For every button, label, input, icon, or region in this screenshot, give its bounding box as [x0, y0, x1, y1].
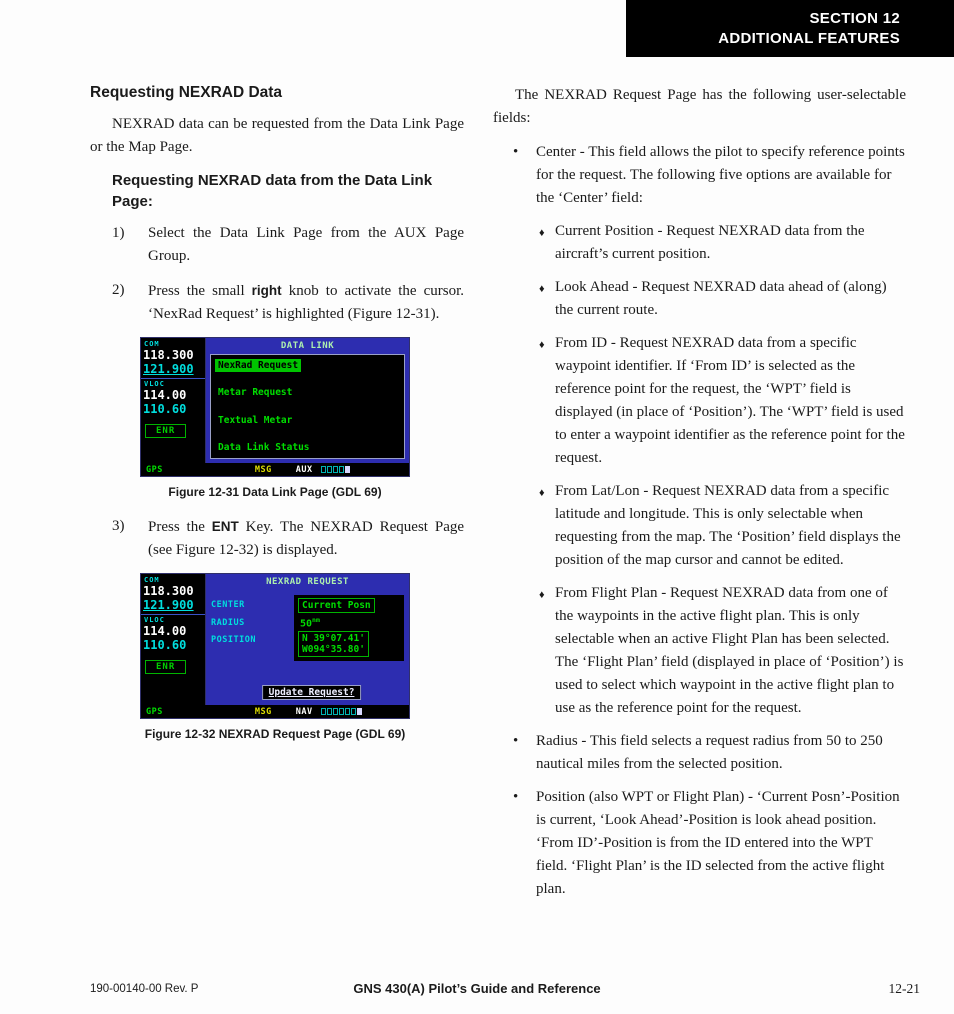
center-field-label: CENTER: [211, 600, 245, 610]
vloc-label: VLOC: [144, 380, 165, 388]
diamond-marker: ♦: [539, 487, 545, 499]
subitem-from-flight-plan: [539, 582, 906, 720]
com-active-frequency: 118.300: [143, 584, 194, 598]
position-longitude: W094°35.80': [302, 644, 365, 656]
subitem-from-lat-lon: [539, 480, 906, 572]
enr-mode-indicator: ENR: [145, 424, 186, 438]
subitem-look-ahead-text: Look Ahead - Request NEXRAD data ahead of (along) the current route.: [555, 279, 887, 318]
bullet-center: [513, 141, 906, 210]
nexrad-page-title: NEXRAD REQUEST: [266, 577, 349, 587]
com-label: COM: [144, 340, 160, 348]
msg-annunciator: MSG: [254, 464, 272, 475]
datalink-main-display: [206, 338, 409, 463]
com-standby-frequency: 121.900: [143, 598, 194, 612]
bullet-marker: •: [513, 789, 519, 805]
right-column: [493, 84, 906, 911]
field-values-panel: [294, 595, 404, 661]
step-1-number: 1): [112, 225, 125, 241]
position-field-value: [298, 631, 369, 657]
gns-status-bar: [141, 705, 409, 718]
diamond-marker: ♦: [539, 589, 545, 601]
gdl69-nexrad-request-screen: [140, 573, 410, 719]
nexrad-main-display: [206, 574, 409, 705]
radius-field-value: $50^{nm}$: [300, 616, 320, 630]
footer-part-number: 190-00140-00 Rev. P: [90, 983, 199, 995]
intro-paragraph: NEXRAD data can be requested from the Data Link Page or the Map Page.: [90, 116, 464, 155]
center-field-value: Current Posn: [298, 598, 375, 613]
vloc-section: [141, 614, 205, 652]
step-3-text: Press the ENT Key. The NEXRAD Request Page (see Figure 12-32) is displayed.: [148, 519, 465, 558]
step-2-text: Press the small right knob to activate the cursor. ‘NexRad Request’ is highlighted (Figure 12-31).: [148, 283, 464, 322]
bullet-center-text: Center - This field allows the pilot to specify reference points for the request. The following five options are available for the ‘Center’ field:: [536, 144, 905, 206]
subitem-from-id-text: From ID - Request NEXRAD data from a specific waypoint identifier. If ‘From ID’ is selected as the reference point for the request, the ‘WPT’ field is displayed (in place of ‘Position’). The ‘WPT’ field is used to enter a waypoint identifier as the reference point for the request.: [555, 335, 905, 466]
gns-status-bar: [141, 463, 409, 476]
position-latitude: N 39°07.41': [302, 633, 365, 645]
vloc-label: VLOC: [144, 616, 165, 624]
figure-12-31-caption: Figure 12-31 Data Link Page (GDL 69): [168, 485, 382, 499]
step-1-text: Select the Data Link Page from the AUX Page Group.: [148, 225, 464, 264]
bullet-position: [513, 786, 906, 901]
enr-mode-indicator: ENR: [145, 660, 186, 674]
com-standby-frequency: 121.900: [143, 362, 194, 376]
vloc-active-frequency: 114.00: [143, 388, 187, 402]
gps-status-label: GPS: [146, 464, 163, 475]
subitem-current-position-text: Current Position - Request NEXRAD data from the aircraft’s current position.: [555, 223, 865, 262]
right-intro-paragraph: The NEXRAD Request Page has the following user-selectable fields:: [493, 87, 906, 126]
page-group-label: AUX: [295, 464, 313, 475]
heading-requesting-nexrad-data: Requesting NEXRAD Data: [90, 84, 283, 101]
diamond-marker: ♦: [539, 227, 545, 239]
menu-item-metar-request: Metar Request: [218, 387, 293, 399]
update-request-field: Update Request?: [262, 685, 362, 700]
page-indicator-boxes: [321, 466, 350, 473]
left-column: [90, 84, 464, 911]
footer-page-number: 12-21: [888, 981, 920, 996]
datalink-menu: [210, 354, 405, 459]
subitem-current-position: [539, 220, 906, 266]
diamond-marker: ♦: [539, 339, 545, 351]
footer-document-title: GNS 430(A) Pilot’s Guide and Reference: [353, 981, 601, 996]
subitem-look-ahead: [539, 276, 906, 322]
com-active-frequency: 118.300: [143, 348, 194, 362]
section-banner-line1: SECTION 12: [809, 9, 900, 27]
figure-12-31: [140, 337, 410, 499]
step-2: [90, 279, 464, 326]
bullet-radius: [513, 730, 906, 776]
subheading-requesting-from-data-link: Requesting NEXRAD data from the Data Link Page:: [112, 172, 433, 210]
step-1: [90, 222, 464, 268]
gns-left-panel: [141, 338, 206, 463]
page-footer: [0, 981, 954, 998]
gdl69-datalink-screen: [140, 337, 410, 477]
subitem-from-flight-plan-text: From Flight Plan - Request NEXRAD data from one of the waypoints in the active flight plan. This is only selectable when an active Flight Plan has been selected. The ‘Flight Plan’ field (displayed in place of ‘Position’) is used to select which waypoint in the active flight plan to use as the reference point for the request.: [555, 585, 904, 716]
gns-left-panel: [141, 574, 206, 705]
bullet-marker: •: [513, 144, 519, 160]
figure-12-32: [140, 573, 410, 741]
right-knob-key-name: right: [251, 283, 282, 298]
datalink-page-title: DATA LINK: [280, 341, 335, 351]
section-banner-line2: ADDITIONAL FEATURES: [718, 29, 900, 47]
gps-status-label: GPS: [146, 706, 163, 717]
bullet-radius-text: Radius - This field selects a request radius from 50 to 250 nautical miles from the selected position.: [536, 733, 883, 772]
bullet-position-text: Position (also WPT or Flight Plan) - ‘Current Posn’-Position is current, ‘Look Ahead’-Position is look ahead position. ‘From ID’-Position is from the ID entered into the WPT field. ‘Flight Plan’ is the ID selected from the active flight plan.: [536, 789, 900, 897]
page-indicator-boxes: [321, 708, 362, 715]
msg-annunciator: MSG: [254, 706, 272, 717]
subitem-from-id: [539, 332, 906, 470]
vloc-standby-frequency: 110.60: [143, 402, 187, 416]
diamond-marker: ♦: [539, 283, 545, 295]
page-body: [90, 84, 906, 911]
menu-item-textual-metar: Textual Metar: [218, 414, 293, 426]
figure-12-32-caption: Figure 12-32 NEXRAD Request Page (GDL 69): [144, 727, 406, 741]
step-3-number: 3): [112, 518, 125, 534]
datalink-screen-top: [141, 338, 409, 463]
section-banner: [626, 0, 954, 57]
page-group-label: NAV: [295, 706, 313, 717]
ent-key-name: ENT: [211, 519, 239, 534]
subitem-from-lat-lon-text: From Lat/Lon - Request NEXRAD data from a specific latitude and longitude. This is only selectable when requesting from the map. The ‘Position’ field displays the position of the map cursor and cannot be edited.: [555, 483, 901, 568]
com-label: COM: [144, 576, 160, 584]
step-3: [90, 515, 464, 562]
radius-field-label: RADIUS: [211, 618, 245, 628]
vloc-section: [141, 378, 205, 416]
vloc-active-frequency: 114.00: [143, 624, 187, 638]
bullet-marker: •: [513, 733, 519, 749]
menu-item-nexrad-request: NexRad Request: [215, 359, 301, 372]
step-2-number: 2): [112, 282, 125, 298]
position-field-label: POSITION: [211, 635, 256, 645]
vloc-standby-frequency: 110.60: [143, 638, 187, 652]
menu-item-data-link-status: Data Link Status: [218, 441, 310, 453]
nexrad-request-fields: [206, 588, 409, 705]
nexrad-screen-top: [141, 574, 409, 705]
